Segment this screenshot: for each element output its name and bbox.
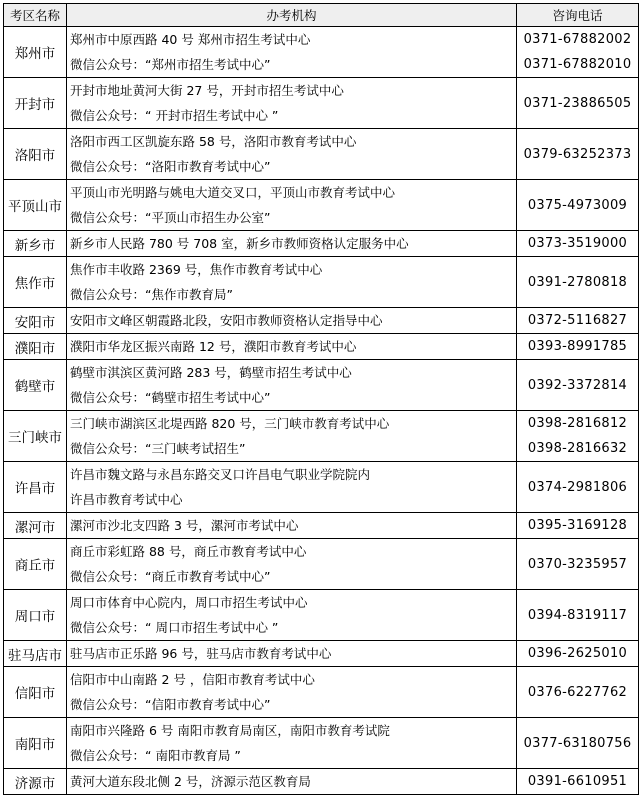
city-cell: 郑州市 <box>4 27 67 78</box>
city-cell: 鹤壁市 <box>4 360 67 411</box>
table-row <box>4 334 639 360</box>
table-row <box>4 129 639 180</box>
table-header-row <box>4 4 639 27</box>
table-row <box>4 308 639 334</box>
office-line: 信阳市中山南路 2 号 ，信阳市教育考试中心 <box>70 672 315 687</box>
phone-cell <box>517 641 639 667</box>
table-row <box>4 769 639 795</box>
phone-cell <box>517 308 639 334</box>
phone-number: 0396-2625010 <box>527 646 628 661</box>
phone-cell <box>517 129 639 180</box>
phone-number: 0376-6227762 <box>527 684 628 700</box>
office-line: 微信公众号：“ 周口市招生考试中心 ” <box>70 620 279 635</box>
city-cell: 济源市 <box>4 769 67 795</box>
office-line: 周口市体育中心院内，周口市招生考试中心 <box>70 595 308 610</box>
office-line: 微信公众号：“三门峡考试招生” <box>70 441 246 456</box>
phone-number: 0371-67882010 <box>523 57 632 72</box>
office-cell <box>67 308 517 334</box>
office-line: 商丘市彩虹路 88 号，商丘市教育考试中心 <box>70 544 307 559</box>
header-office: 办考机构 <box>67 4 517 27</box>
office-cell <box>67 360 517 411</box>
city-cell: 平顶山市 <box>4 180 67 231</box>
office-cell <box>67 78 517 129</box>
phone-cell <box>517 180 639 231</box>
office-line: 濮阳市华龙区振兴南路 12 号，濮阳市教育考试中心 <box>70 339 357 354</box>
office-cell <box>67 667 517 718</box>
office-line: 微信公众号：“ 开封市招生考试中心 ” <box>70 108 279 123</box>
phone-number: 0391-6610951 <box>527 774 628 789</box>
phone-number: 0393-8991785 <box>527 339 628 354</box>
office-line: 平顶山市光明路与姚电大道交叉口，平顶山市教育考试中心 <box>70 185 396 200</box>
table-row <box>4 462 639 513</box>
city-cell: 濮阳市 <box>4 334 67 360</box>
office-cell <box>67 411 517 462</box>
phone-number: 0398-2816632 <box>527 441 628 456</box>
office-line: 微信公众号：“商丘市教育考试中心” <box>70 569 271 584</box>
city-cell: 开封市 <box>4 78 67 129</box>
table-row <box>4 539 639 590</box>
city-cell: 驻马店市 <box>4 641 67 667</box>
header-city: 考区名称 <box>4 4 67 27</box>
phone-number: 0373-3519000 <box>527 236 628 251</box>
city-cell: 信阳市 <box>4 667 67 718</box>
city-cell: 安阳市 <box>4 308 67 334</box>
city-cell: 三门峡市 <box>4 411 67 462</box>
phone-number: 0372-5116827 <box>527 313 628 328</box>
phone-cell <box>517 334 639 360</box>
office-cell <box>67 231 517 257</box>
phone-cell <box>517 231 639 257</box>
city-cell: 新乡市 <box>4 231 67 257</box>
phone-number: 0395-3169128 <box>527 518 628 533</box>
office-line: 微信公众号：“平顶山市招生办公室” <box>70 210 271 225</box>
table-row <box>4 78 639 129</box>
table-row <box>4 27 639 78</box>
office-cell <box>67 27 517 78</box>
city-cell: 漯河市 <box>4 513 67 539</box>
phone-cell <box>517 667 639 718</box>
office-line: 微信公众号：“信阳市教育考试中心” <box>70 697 271 712</box>
phone-number: 0374-2981806 <box>527 479 628 495</box>
table-row <box>4 257 639 308</box>
city-cell: 许昌市 <box>4 462 67 513</box>
phone-cell <box>517 411 639 462</box>
office-cell <box>67 513 517 539</box>
table-row <box>4 411 639 462</box>
table-row <box>4 590 639 641</box>
table-row <box>4 360 639 411</box>
office-cell <box>67 129 517 180</box>
office-line: 郑州市中原西路 40 号 郑州市招生考试中心 <box>70 32 311 47</box>
phone-cell <box>517 462 639 513</box>
phone-number: 0398-2816812 <box>527 416 628 431</box>
office-line: 新乡市人民路 780 号 708 室，新乡市教师资格认定服务中心 <box>70 236 409 251</box>
office-line: 洛阳市西工区凯旋东路 58 号，洛阳市教育考试中心 <box>70 134 357 149</box>
phone-cell <box>517 27 639 78</box>
phone-cell <box>517 78 639 129</box>
table-row <box>4 513 639 539</box>
city-cell: 焦作市 <box>4 257 67 308</box>
office-line: 微信公众号：“郑州市招生考试中心” <box>70 57 271 72</box>
office-line: 焦作市丰收路 2369 号，焦作市教育考试中心 <box>70 262 323 277</box>
office-line: 驻马店市正乐路 96 号，驻马店市教育考试中心 <box>70 646 332 661</box>
office-cell <box>67 462 517 513</box>
header-phone: 咨询电话 <box>517 4 639 27</box>
office-cell <box>67 257 517 308</box>
table-row <box>4 180 639 231</box>
phone-number: 0391-2780818 <box>527 274 628 290</box>
office-line: 鹤壁市淇滨区黄河路 283 号，鹤壁市招生考试中心 <box>70 365 352 380</box>
phone-number: 0371-23886505 <box>523 95 632 111</box>
office-line: 许昌市魏文路与永昌东路交叉口许昌电气职业学院院内 <box>70 467 371 482</box>
phone-number: 0394-8319117 <box>527 607 628 623</box>
office-line: 开封市地址黄河大街 27 号，开封市招生考试中心 <box>70 83 344 98</box>
phone-number: 0392-3372814 <box>527 377 628 393</box>
phone-number: 0375-4973009 <box>527 197 628 213</box>
office-line: 微信公众号：“ 南阳市教育局 ” <box>70 748 241 763</box>
city-cell: 周口市 <box>4 590 67 641</box>
table-row <box>4 641 639 667</box>
table-row <box>4 231 639 257</box>
phone-number: 0371-67882002 <box>523 32 632 47</box>
office-line: 微信公众号：“洛阳市教育考试中心” <box>70 159 271 174</box>
city-cell: 商丘市 <box>4 539 67 590</box>
office-line: 黄河大道东段北侧 2 号，济源示范区教育局 <box>70 774 311 789</box>
phone-cell <box>517 539 639 590</box>
phone-cell <box>517 718 639 769</box>
phone-cell <box>517 360 639 411</box>
office-line: 三门峡市湖滨区北堤西路 820 号，三门峡市教育考试中心 <box>70 416 390 431</box>
office-cell <box>67 590 517 641</box>
office-cell <box>67 769 517 795</box>
office-line: 微信公众号：“鹤壁市招生考试中心” <box>70 390 271 405</box>
office-line: 微信公众号：“焦作市教育局” <box>70 287 233 302</box>
office-line: 许昌市教育考试中心 <box>70 492 183 507</box>
office-cell <box>67 180 517 231</box>
office-line: 安阳市文峰区朝霞路北段，安阳市教师资格认定指导中心 <box>70 313 383 328</box>
table-row <box>4 667 639 718</box>
office-cell <box>67 334 517 360</box>
phone-number: 0377-63180756 <box>523 735 632 751</box>
city-cell: 洛阳市 <box>4 129 67 180</box>
phone-cell <box>517 590 639 641</box>
office-cell <box>67 718 517 769</box>
city-cell: 南阳市 <box>4 718 67 769</box>
office-line: 南阳市兴隆路 6 号 南阳市教育局南区，南阳市教育考试院 <box>70 723 390 738</box>
phone-cell <box>517 769 639 795</box>
phone-cell <box>517 513 639 539</box>
table-row <box>4 718 639 769</box>
phone-number: 0379-63252373 <box>523 146 632 162</box>
office-line: 漯河市沙北支四路 3 号，漯河市考试中心 <box>70 518 299 533</box>
table-body <box>4 27 639 795</box>
phone-number: 0370-3235957 <box>527 556 628 572</box>
phone-cell <box>517 257 639 308</box>
office-cell <box>67 539 517 590</box>
office-cell <box>67 641 517 667</box>
exam-office-table <box>3 3 639 795</box>
